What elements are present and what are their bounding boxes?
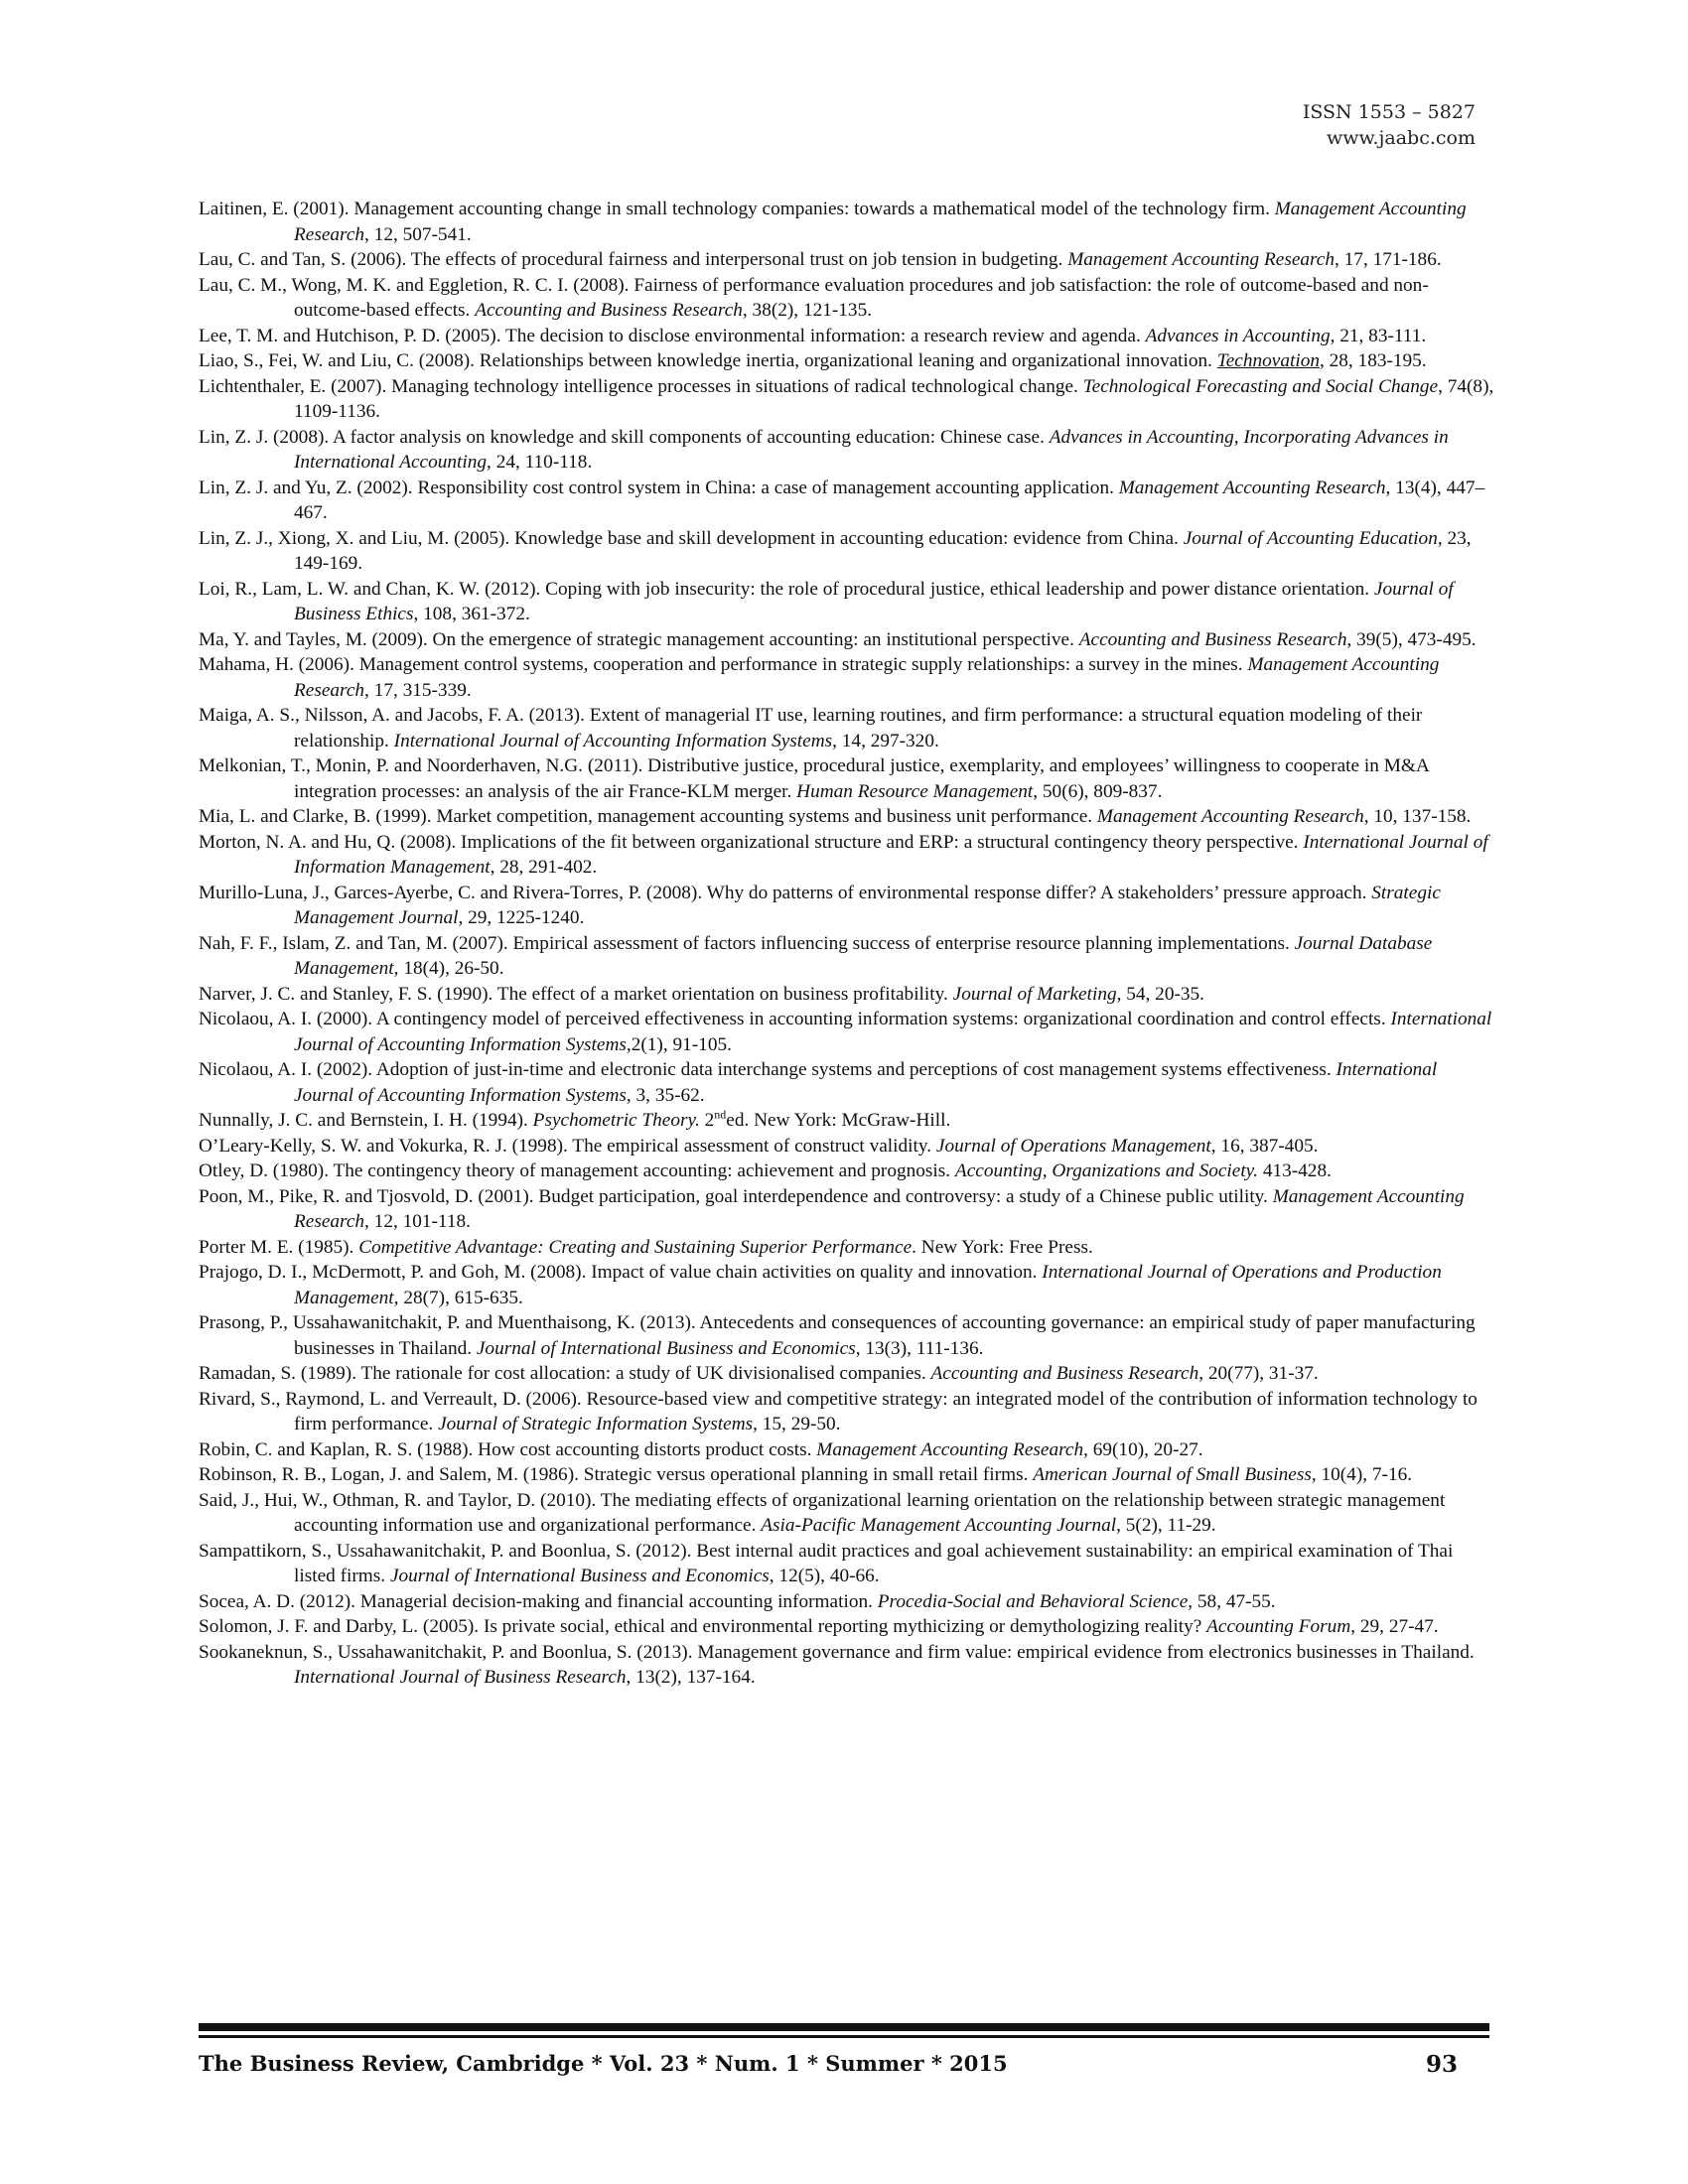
reference-entry bbox=[199, 1488, 1494, 1539]
reference-entry bbox=[199, 1614, 1494, 1640]
reference-details: , 13(2), 137-164. bbox=[626, 1667, 756, 1688]
reference-journal: Competitive Advantage: Creating and Sustaining Superior Performance bbox=[358, 1236, 913, 1258]
reference-journal: Accounting Forum bbox=[1206, 1616, 1351, 1637]
reference-journal: Journal of Marketing bbox=[952, 983, 1117, 1005]
reference-entry bbox=[199, 1184, 1494, 1235]
reference-entry bbox=[199, 804, 1494, 830]
reference-details: , 15, 29-50. bbox=[753, 1414, 841, 1434]
reference-entry bbox=[199, 476, 1494, 526]
reference-text: Melkonian, T., Monin, P. and Noorderhaven, N.G. (2011). Distributive justice, procedural justice, exemplarity, and employees’ willingness to cooperate in M&A integration processes: an analysis of the air France-KLM merger. bbox=[199, 755, 1429, 802]
footer-rule-thin bbox=[199, 2035, 1489, 2038]
reference-details: , 13(4), 447–467. bbox=[294, 477, 1485, 523]
reference-text: Lin, Z. J. and Yu, Z. (2002). Responsibility cost control system in China: a case of management accounting application. bbox=[199, 477, 1119, 498]
reference-entry bbox=[199, 1387, 1494, 1437]
reference-entry bbox=[199, 830, 1494, 881]
reference-details: , 39(5), 473-495. bbox=[1346, 628, 1477, 650]
reference-text: Nicolaou, A. I. (2000). A contingency model of perceived effectiveness in accounting information systems: organizational coordination and control effects. bbox=[199, 1009, 1391, 1029]
reference-text: Murillo-Luna, J., Garces-Ayerbe, C. and Rivera-Torres, P. (2008). Why do patterns of environmental response differ? A stakeholders’ pressure approach. bbox=[199, 882, 1372, 903]
reference-details: , 13(3), 111-136. bbox=[855, 1337, 984, 1359]
reference-entry bbox=[199, 197, 1494, 247]
page-number: 93 bbox=[1425, 2051, 1458, 2078]
reference-details: , 14, 297-320. bbox=[832, 730, 939, 751]
reference-entry bbox=[199, 1437, 1494, 1463]
reference-text: Rivard, S., Raymond, L. and Verreault, D. (2006). Resource-based view and competitive strategy: an integrated model of the contribution of information technology to firm performance. bbox=[199, 1388, 1477, 1434]
reference-text: Solomon, J. F. and Darby, L. (2005). Is private social, ethical and environmental reporting mythicizing or demythologizing reality? bbox=[199, 1616, 1207, 1637]
reference-text: Maiga, A. S., Nilsson, A. and Jacobs, F. A. (2013). Extent of managerial IT use, learning routines, and firm performance: a structural equation modeling of their relationship. bbox=[199, 705, 1423, 751]
reference-journal: International Journal of Operations and Production Management bbox=[294, 1262, 1442, 1308]
reference-details: , 5(2), 11-29. bbox=[1116, 1515, 1216, 1536]
reference-entry bbox=[199, 1310, 1494, 1361]
reference-details: , 20(77), 31-37. bbox=[1198, 1363, 1319, 1384]
reference-entry bbox=[199, 627, 1494, 653]
reference-journal: Journal of International Business and Economics bbox=[389, 1566, 770, 1586]
reference-journal: Psychometric Theory. bbox=[532, 1110, 700, 1131]
reference-text: O’Leary-Kelly, S. W. and Vokurka, R. J. (1998). The empirical assessment of construct validity. bbox=[199, 1135, 936, 1157]
reference-entry bbox=[199, 1539, 1494, 1589]
reference-details: , 23, 149-169. bbox=[294, 527, 1472, 574]
reference-text: Loi, R., Lam, L. W. and Chan, K. W. (2012). Coping with job insecurity: the role of procedural justice, ethical leadership and power distance orientation. bbox=[199, 578, 1374, 600]
reference-text: Robinson, R. B., Logan, J. and Salem, M. (1986). Strategic versus operational planning in small retail firms. bbox=[199, 1464, 1034, 1485]
reference-entry bbox=[199, 425, 1494, 476]
reference-text: Narver, J. C. and Stanley, F. S. (1990). The effect of a market orientation on business profitability. bbox=[199, 983, 953, 1005]
reference-details: , 28(7), 615-635. bbox=[393, 1287, 523, 1308]
reference-details: , 17, 171-186. bbox=[1335, 249, 1442, 270]
reference-entry bbox=[199, 1134, 1494, 1160]
reference-details: , 29, 27-47. bbox=[1350, 1616, 1439, 1637]
reference-text: Nah, F. F., Islam, Z. and Tan, M. (2007). Empirical assessment of factors influencing success of enterprise resource planning implementations. bbox=[199, 932, 1295, 954]
reference-text: Ramadan, S. (1989). The rationale for cost allocation: a study of UK divisionalised companies. bbox=[199, 1363, 931, 1384]
reference-text: Socea, A. D. (2012). Managerial decision-making and financial accounting information. bbox=[199, 1590, 878, 1612]
reference-details: , 28, 183-195. bbox=[1319, 350, 1427, 371]
reference-text: Lin, Z. J., Xiong, X. and Liu, M. (2005). Knowledge base and skill development in accounting education: evidence from China. bbox=[199, 527, 1184, 549]
reference-journal: Management Accounting Research bbox=[294, 199, 1467, 245]
reference-details: , 38(2), 121-135. bbox=[742, 300, 873, 321]
reference-entry bbox=[199, 1108, 1494, 1134]
reference-details: 413-428. bbox=[1258, 1160, 1332, 1181]
reference-text: Ma, Y. and Tayles, M. (2009). On the emergence of strategic management accounting: an institutional perspective. bbox=[199, 628, 1079, 650]
reference-entry bbox=[199, 577, 1494, 627]
reference-journal: Journal of Accounting Education bbox=[1183, 527, 1438, 549]
reference-entry bbox=[199, 247, 1494, 273]
reference-text: Robin, C. and Kaplan, R. S. (1988). How cost accounting distorts product costs. bbox=[199, 1438, 817, 1460]
reference-journal: Advances in Accounting bbox=[1145, 325, 1331, 346]
reference-details: 2 bbox=[699, 1110, 715, 1131]
reference-entry bbox=[199, 1361, 1494, 1387]
reference-journal: International Journal of Accounting Information Systems bbox=[393, 730, 833, 751]
reference-journal: Journal of Operations Management bbox=[935, 1135, 1211, 1157]
reference-journal: American Journal of Small Business bbox=[1033, 1464, 1312, 1485]
reference-text: Nunnally, J. C. and Bernstein, I. H. (1994). bbox=[199, 1110, 533, 1131]
reference-superscript: nd bbox=[714, 1107, 727, 1122]
reference-text: Lichtenthaler, E. (2007). Managing technology intelligence processes in situations of radical technological change. bbox=[199, 375, 1083, 397]
reference-details: , 10(4), 7-16. bbox=[1311, 1464, 1413, 1485]
reference-details: , 21, 83-111. bbox=[1330, 325, 1427, 346]
reference-journal: Journal of Business Ethics bbox=[294, 578, 1454, 624]
reference-entry bbox=[199, 1462, 1494, 1488]
reference-journal: Strategic Management Journal bbox=[294, 882, 1441, 928]
reference-text: Morton, N. A. and Hu, Q. (2008). Implications of the fit between organizational structure and ERP: a structural contingency theory perspective. bbox=[199, 831, 1304, 853]
reference-entry bbox=[199, 1159, 1494, 1184]
reference-details: , 24, 110-118. bbox=[487, 452, 593, 473]
reference-journal: Journal of International Business and Economics bbox=[476, 1337, 856, 1359]
reference-entry bbox=[199, 652, 1494, 703]
reference-journal: Advances in Accounting, Incorporating Advances in International Accounting bbox=[294, 426, 1449, 473]
reference-journal: Management Accounting Research bbox=[294, 1185, 1465, 1232]
reference-details-cont: ed. New York: McGraw-Hill. bbox=[726, 1110, 951, 1131]
reference-text: Poon, M., Pike, R. and Tjosvold, D. (2001). Budget participation, goal interdependence and controversy: a study of a Chinese public utility. bbox=[199, 1185, 1273, 1207]
reference-journal: Procedia-Social and Behavioral Science bbox=[877, 1590, 1189, 1612]
reference-text: Otley, D. (1980). The contingency theory of management accounting: achievement and prognosis. bbox=[199, 1160, 955, 1181]
reference-details: . New York: Free Press. bbox=[912, 1236, 1093, 1258]
reference-journal: Technological Forecasting and Social Change bbox=[1082, 375, 1439, 397]
footer-journal-line: The Business Review, Cambridge * Vol. 23 * Num. 1 * Summer * 2015 bbox=[199, 2051, 1008, 2076]
reference-details: , 28, 291-402. bbox=[490, 857, 598, 878]
reference-journal: Management Accounting Research bbox=[1118, 477, 1386, 498]
reference-text: Mahama, H. (2006). Management control systems, cooperation and performance in strategic supply relationships: a survey in the mines. bbox=[199, 654, 1248, 675]
reference-entry bbox=[199, 753, 1494, 804]
reference-text: Prasong, P., Ussahawanitchakit, P. and Muenthaisong, K. (2013). Antecedents and consequences of accounting governance: an empirical study of paper manufacturing businesses in Thailand. bbox=[199, 1312, 1476, 1359]
reference-text: Sampattikorn, S., Ussahawanitchakit, P. and Boonlua, S. (2012). Best internal audit practices and goal achievement sustainability: an empirical examination of Thai listed firms. bbox=[199, 1540, 1454, 1586]
reference-entry bbox=[199, 526, 1494, 577]
reference-journal: Journal of Strategic Information Systems bbox=[438, 1414, 754, 1434]
reference-journal: Accounting, Organizations and Society. bbox=[954, 1160, 1258, 1181]
reference-text: Laitinen, E. (2001). Management accounting change in small technology companies: towards a mathematical model of the technology firm. bbox=[199, 199, 1275, 219]
reference-text: Nicolaou, A. I. (2002). Adoption of just-in-time and electronic data interchange systems and perceptions of cost management systems effectiveness. bbox=[199, 1059, 1336, 1080]
reference-journal: International Journal of Business Research bbox=[294, 1667, 627, 1688]
reference-details: , 17, 315-339. bbox=[364, 679, 472, 701]
reference-journal bbox=[1217, 350, 1320, 371]
reference-details: , 16, 387-405. bbox=[1210, 1135, 1319, 1157]
reference-journal: Asia-Pacific Management Accounting Journal bbox=[761, 1515, 1117, 1536]
website-url: www.jaabc.com bbox=[1326, 127, 1476, 149]
reference-journal: Management Accounting Research bbox=[1096, 806, 1364, 827]
reference-journal: International Journal of Accounting Information Systems, bbox=[294, 1009, 1492, 1055]
reference-journal: Management Accounting Research bbox=[294, 654, 1440, 701]
reference-journal: International Journal of Accounting Information Systems bbox=[294, 1059, 1438, 1106]
issn-number: ISSN 1553 – 5827 bbox=[1302, 101, 1476, 123]
reference-entry bbox=[199, 324, 1494, 349]
reference-details: , 108, 361-372. bbox=[413, 604, 530, 624]
reference-details: , 18(4), 26-50. bbox=[393, 958, 504, 979]
reference-details: , 29, 1225-1240. bbox=[458, 907, 585, 928]
reference-details: , 54, 20-35. bbox=[1116, 983, 1204, 1005]
reference-details: , 69(10), 20-27. bbox=[1083, 1438, 1203, 1460]
reference-entry bbox=[199, 348, 1494, 374]
reference-text: Lau, C. and Tan, S. (2006). The effects of procedural fairness and interpersonal trust on job tension in budgeting. bbox=[199, 249, 1068, 270]
reference-entry bbox=[199, 1589, 1494, 1615]
reference-journal-underlined: Technovation bbox=[1216, 350, 1320, 371]
reference-entry bbox=[199, 982, 1494, 1008]
reference-journal: International Journal of Information Management bbox=[294, 831, 1488, 878]
reference-details: , 58, 47-55. bbox=[1188, 1590, 1276, 1612]
reference-details: , 50(6), 809-837. bbox=[1033, 780, 1163, 802]
reference-text: Said, J., Hui, W., Othman, R. and Taylor, D. (2010). The mediating effects of organizational learning orientation on the relationship between strategic management accounting information use and organizational performance. bbox=[199, 1489, 1446, 1536]
reference-journal: Accounting and Business Research bbox=[1078, 628, 1347, 650]
reference-entry bbox=[199, 1007, 1494, 1057]
reference-entry bbox=[199, 1260, 1494, 1310]
reference-text: Lau, C. M., Wong, M. K. and Eggletion, R. C. I. (2008). Fairness of performance evaluation procedures and job satisfaction: the role of outcome-based and non-outcome-based effects. bbox=[199, 274, 1429, 321]
reference-entry bbox=[199, 881, 1494, 931]
reference-details: , 12, 507-541. bbox=[364, 223, 472, 245]
reference-journal: Accounting and Business Research bbox=[930, 1363, 1199, 1384]
reference-text: Lee, T. M. and Hutchison, P. D. (2005). The decision to disclose environmental information: a research review and agenda. bbox=[199, 325, 1146, 346]
reference-journal: Journal Database Management bbox=[294, 932, 1433, 979]
reference-text: Porter M. E. (1985). bbox=[199, 1236, 359, 1258]
reference-entry bbox=[199, 374, 1494, 425]
reference-text: Mia, L. and Clarke, B. (1999). Market competition, management accounting systems and business unit performance. bbox=[199, 806, 1097, 827]
reference-text: Prajogo, D. I., McDermott, P. and Goh, M. (2008). Impact of value chain activities on quality and innovation. bbox=[199, 1262, 1043, 1283]
reference-list bbox=[199, 197, 1494, 1691]
reference-text: Sookaneknun, S., Ussahawanitchakit, P. and Boonlua, S. (2013). Management governance and firm value: empirical evidence from electronics businesses in Thailand. bbox=[199, 1641, 1475, 1663]
reference-details: , 12(5), 40-66. bbox=[769, 1566, 880, 1586]
reference-journal: Management Accounting Research bbox=[816, 1438, 1084, 1460]
reference-journal: Human Resource Management bbox=[796, 780, 1034, 802]
reference-details: 2(1), 91-105. bbox=[631, 1033, 732, 1055]
issn-header bbox=[1303, 99, 1476, 151]
footer-rule-thick bbox=[199, 2023, 1489, 2031]
reference-details: , 12, 101-118. bbox=[364, 1211, 471, 1232]
reference-entry bbox=[199, 1640, 1494, 1691]
reference-text: Lin, Z. J. (2008). A factor analysis on knowledge and skill components of accounting education: Chinese case. bbox=[199, 426, 1050, 448]
reference-details: , 74(8), 1109-1136. bbox=[294, 375, 1494, 422]
reference-details: , 3, 35-62. bbox=[626, 1084, 705, 1106]
reference-entry bbox=[199, 703, 1494, 753]
reference-details: , 10, 137-158. bbox=[1363, 806, 1472, 827]
reference-journal: Accounting and Business Research bbox=[475, 300, 743, 321]
reference-entry bbox=[199, 1057, 1494, 1108]
reference-entry bbox=[199, 273, 1494, 324]
reference-entry bbox=[199, 931, 1494, 982]
reference-text: Liao, S., Fei, W. and Liu, C. (2008). Relationships between knowledge inertia, organizational leaning and organizational innovation. bbox=[199, 350, 1217, 371]
reference-journal: Management Accounting Research bbox=[1067, 249, 1336, 270]
reference-entry bbox=[199, 1235, 1494, 1261]
